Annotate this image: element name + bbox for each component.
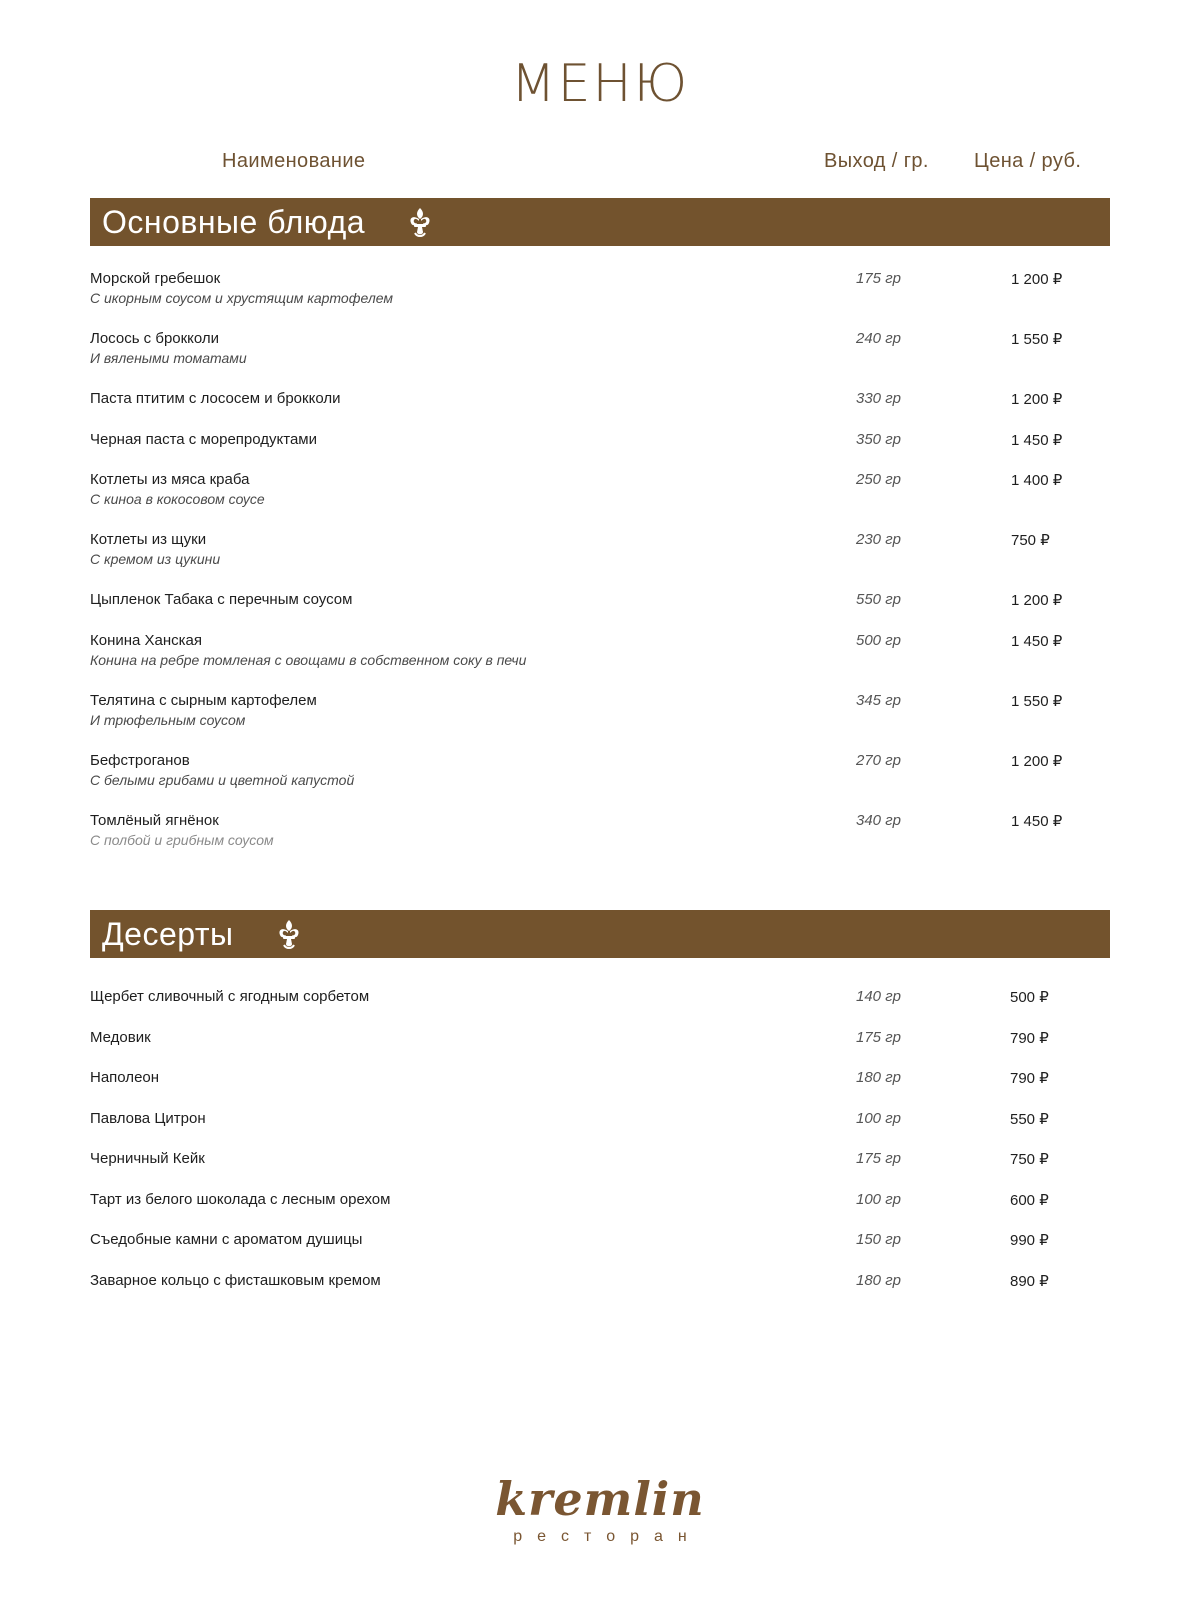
- dish-name: Цыпленок Табака с перечным соусом: [90, 591, 353, 608]
- dish-price: 1 550 ₽: [1011, 692, 1063, 710]
- dish-description: С кремом из цукини: [90, 551, 221, 567]
- dish-name: Конина Ханская: [90, 631, 203, 649]
- dish-weight: 350 гр: [856, 430, 901, 448]
- menu-item: [90, 632, 1110, 692]
- dish-price: 990 ₽: [1010, 1232, 1049, 1249]
- dish-weight: 175 гр: [856, 270, 901, 287]
- menu-item: [90, 1231, 1110, 1272]
- dish-name: Съедобные камни с ароматом душицы: [90, 1231, 363, 1248]
- menu-item: [90, 531, 1110, 591]
- menu-item: [90, 1272, 1110, 1313]
- dish-weight: 100 гр: [856, 1190, 901, 1208]
- section-title: Основные блюда: [102, 203, 366, 240]
- dish-name: Медовик: [90, 1028, 151, 1046]
- menu-item: [90, 752, 1110, 812]
- dish-name: Павлова Цитрон: [90, 1109, 206, 1127]
- menu-item: [90, 1150, 1110, 1191]
- dish-description: И трюфельным соусом: [90, 711, 246, 728]
- menu-item: [90, 390, 1110, 431]
- dish-price: 1 450 ₽: [1011, 632, 1063, 650]
- dish-name: Морской гребешок: [90, 270, 221, 287]
- dish-weight: 250 гр: [856, 471, 901, 488]
- dish-weight: 180 гр: [856, 1069, 901, 1086]
- restaurant-logo: [0, 1472, 1200, 1546]
- dish-price: 1 450 ₽: [1011, 812, 1063, 830]
- dish-name: Телятина с сырным картофелем: [90, 691, 317, 709]
- menu-item: [90, 812, 1110, 872]
- dish-weight: 330 гр: [856, 390, 901, 407]
- dish-weight: 240 гр: [856, 330, 901, 347]
- section-header-desserts: [90, 910, 1110, 958]
- menu-item: [90, 270, 1110, 330]
- dish-price: 1 200 ₽: [1011, 592, 1063, 609]
- dish-weight: 100 гр: [856, 1109, 901, 1127]
- dish-price: 500 ₽: [1010, 989, 1049, 1006]
- dish-weight: 500 гр: [856, 631, 901, 649]
- dish-price: 550 ₽: [1010, 1110, 1049, 1128]
- dish-name: Лосось с брокколи: [90, 330, 220, 347]
- menu-item: [90, 471, 1110, 531]
- dish-weight: 230 гр: [856, 531, 901, 548]
- desserts-list: [90, 988, 1110, 1312]
- dish-weight: 340 гр: [856, 811, 901, 829]
- dish-description: С полбой и грибным соусом: [90, 831, 274, 848]
- dish-name: Паста птитим с лососем и брокколи: [90, 390, 341, 407]
- menu-item: [90, 330, 1110, 390]
- dish-description: С икорным соусом и хрустящим картофелем: [90, 290, 393, 306]
- page-title: МЕНЮ: [510, 54, 690, 114]
- dish-weight: 345 гр: [856, 691, 901, 709]
- column-header-price: Цена / руб.: [974, 150, 1082, 172]
- dish-price: 890 ₽: [1010, 1272, 1049, 1290]
- menu-item: [90, 591, 1110, 632]
- dish-description: С белыми грибами и цветной капустой: [90, 771, 355, 788]
- column-header-name: Наименование: [222, 150, 366, 172]
- dish-price: 1 450 ₽: [1011, 431, 1063, 449]
- dish-name: Котлеты из щуки: [90, 531, 207, 548]
- dish-price: 1 200 ₽: [1011, 752, 1063, 770]
- dish-price: 750 ₽: [1010, 1151, 1049, 1168]
- section-title: Десерты: [102, 915, 234, 952]
- menu-item: [90, 431, 1110, 472]
- dish-name: Заварное кольцо с фисташковым кремом: [90, 1271, 381, 1289]
- dish-name: Томлёный ягнёнок: [90, 811, 219, 829]
- dish-weight: 180 гр: [856, 1271, 901, 1289]
- main-dishes-list: [90, 270, 1110, 872]
- dish-name: Наполеон: [90, 1069, 160, 1086]
- dish-weight: 270 гр: [856, 751, 901, 769]
- section-header-main-dishes: [90, 198, 1110, 246]
- dish-name: Тарт из белого шоколада с лесным орехом: [90, 1190, 391, 1208]
- dish-name: Щербет сливочный с ягодным сорбетом: [90, 988, 370, 1005]
- dish-weight: 150 гр: [856, 1231, 901, 1248]
- logo-brand: kremlin: [495, 1472, 705, 1526]
- dish-price: 1 400 ₽: [1011, 472, 1063, 489]
- dish-name: Черничный Кейк: [90, 1150, 205, 1167]
- dish-price: 790 ₽: [1010, 1029, 1049, 1047]
- dish-weight: 175 гр: [856, 1150, 901, 1167]
- column-header-weight: Выход / гр.: [824, 150, 929, 172]
- dish-price: 1 200 ₽: [1011, 271, 1063, 288]
- fleur-de-lis-icon: [276, 918, 302, 950]
- menu-item: [90, 1029, 1110, 1070]
- logo-subtitle: ресторан: [513, 1528, 702, 1545]
- dish-description: И вялеными томатами: [90, 350, 247, 366]
- dish-price: 1 200 ₽: [1011, 391, 1063, 408]
- fleur-de-lis-icon: [407, 206, 433, 238]
- dish-name: Черная паста с морепродуктами: [90, 430, 317, 448]
- dish-weight: 175 гр: [856, 1028, 901, 1046]
- menu-item: [90, 1069, 1110, 1110]
- menu-item: [90, 692, 1110, 752]
- dish-name: Котлеты из мяса краба: [90, 471, 250, 488]
- dish-name: Бефстроганов: [90, 751, 190, 769]
- dish-weight: 550 гр: [856, 591, 901, 608]
- dish-price: 790 ₽: [1010, 1070, 1049, 1087]
- dish-weight: 140 гр: [856, 988, 901, 1005]
- dish-description: Конина на ребре томленая с овощами в собственном соку в печи: [90, 651, 527, 668]
- menu-item: [90, 1110, 1110, 1151]
- menu-item: [90, 988, 1110, 1029]
- dish-price: 600 ₽: [1010, 1191, 1049, 1209]
- dish-price: 1 550 ₽: [1011, 331, 1063, 348]
- dish-price: 750 ₽: [1011, 532, 1050, 549]
- dish-description: С киноа в кокосовом соусе: [90, 491, 265, 507]
- menu-item: [90, 1191, 1110, 1232]
